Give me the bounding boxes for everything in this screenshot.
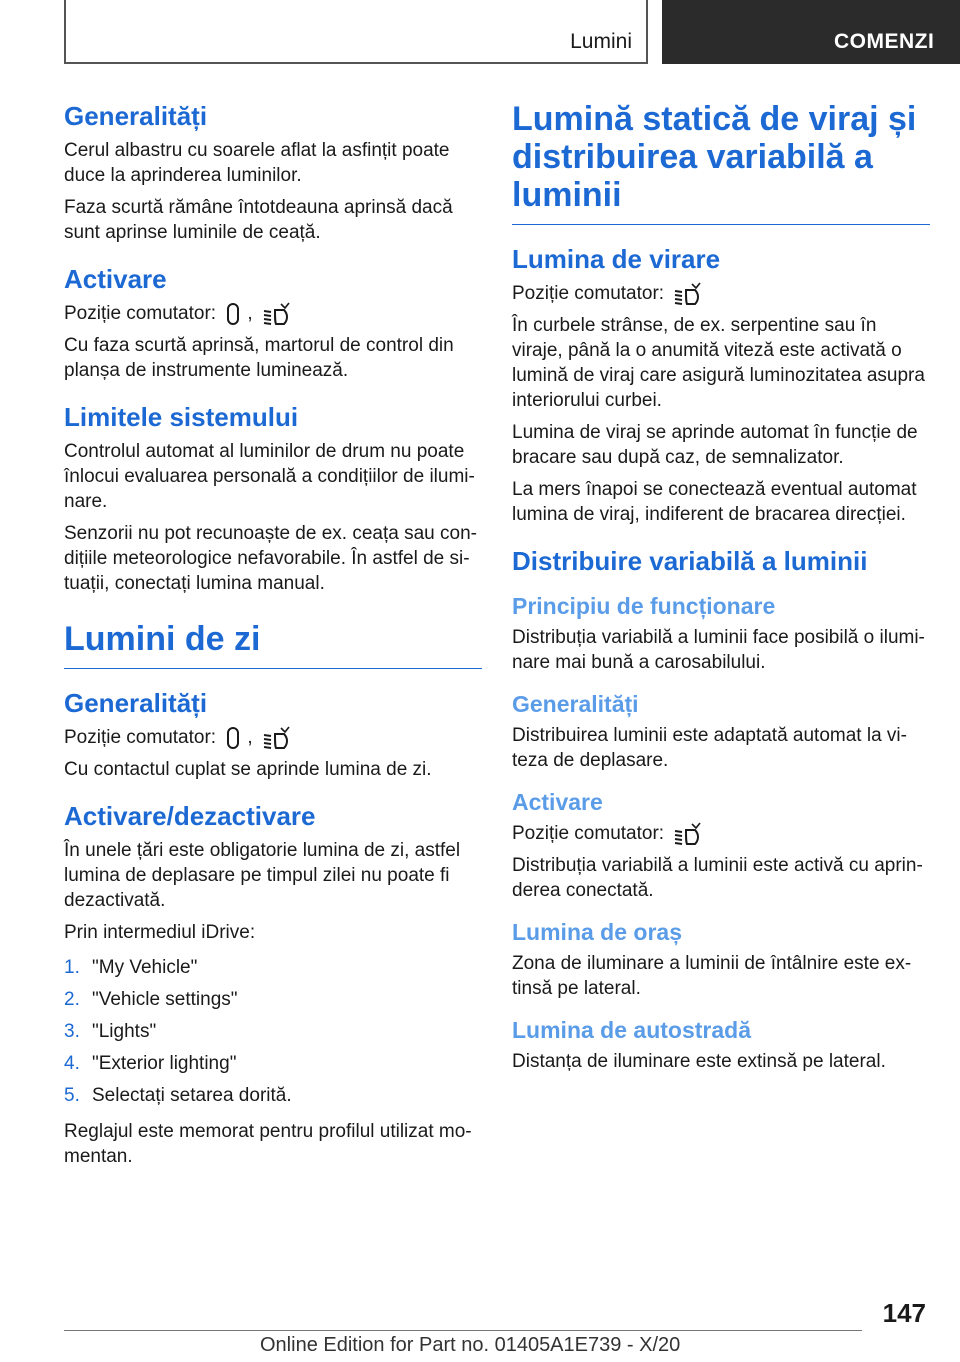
- paragraph: Lumina de viraj se aprinde automat în funcție de bracare sau după caz, de semnalizator.: [512, 422, 918, 468]
- subsection-title-activare: Activare: [512, 789, 603, 815]
- list-item: [64, 952, 482, 984]
- switch-position-label: Poziție comutator:: [64, 303, 217, 324]
- separator: ,: [247, 727, 253, 748]
- section-title-generalitati-2: Generalități: [64, 688, 208, 718]
- switch-position-label: Poziție comutator:: [512, 283, 665, 304]
- separator: ,: [247, 303, 253, 324]
- paragraph: Distribuirea luminii este adaptată automat la vi‐teza de deplasare.: [512, 725, 907, 771]
- header-section: [662, 0, 960, 64]
- low-beam-auto-icon: [673, 282, 701, 306]
- paragraph: Faza scurtă rămâne întotdeauna aprinsă dacă sunt aprinse luminile de ceață.: [64, 197, 453, 243]
- low-beam-auto-icon: [673, 822, 701, 846]
- paragraph: Reglajul este memorat pentru profilul utilizat mo‐mentan.: [64, 1121, 472, 1167]
- subsection-title-lumina-de-autostrada: Lumina de autostradă: [512, 1017, 751, 1043]
- page-number: 147: [882, 1298, 926, 1328]
- chapter-title-lumina-statica: Lumină statică de viraj și distribuirea variabilă a luminii: [512, 100, 930, 225]
- auto-light-symbol-icon: [225, 302, 243, 326]
- header-section-label: COMENZI: [834, 30, 935, 53]
- paragraph: Zona de iluminare a luminii de întâlnire este ex‐tinsă pe lateral.: [512, 953, 912, 999]
- header-tab-label: Lumini: [570, 30, 632, 53]
- section-title-generalitati: Generalități: [64, 101, 208, 131]
- step-number: 5.: [64, 1085, 80, 1106]
- right-column: [512, 100, 930, 1081]
- section-title-lumina-de-virare: Lumina de virare: [512, 244, 721, 274]
- section-title-limite: Limitele sistemului: [64, 402, 299, 432]
- step-text: "Lights": [92, 1021, 157, 1042]
- step-number: 2.: [64, 989, 80, 1010]
- paragraph: Distribuția variabilă a luminii face posibilă o ilumi‐nare mai bună a carosabilului.: [512, 627, 925, 673]
- paragraph: Distribuția variabilă a luminii este activă cu aprin‐derea conectată.: [512, 855, 923, 901]
- footer-divider: [64, 1330, 862, 1331]
- paragraph: În unele țări este obligatorie lumina de zi, astfel lumina de deplasare pe timpul zilei nu poate fi dezactivată.: [64, 840, 461, 911]
- switch-position-label: Poziție comutator:: [512, 823, 665, 844]
- low-beam-auto-icon: [262, 726, 290, 750]
- step-text: Selectați setarea dorită.: [92, 1085, 292, 1106]
- header-tab: [64, 0, 648, 64]
- paragraph: Prin intermediul iDrive:: [64, 922, 256, 943]
- step-number: 1.: [64, 957, 80, 978]
- paragraph: La mers înapoi se conectează eventual automat lumina de viraj, indiferent de bracarea direcției.: [512, 479, 917, 525]
- paragraph: Controlul automat al luminilor de drum nu poate înlocui evaluarea personală a condițiilor de ilumi‐nare.: [64, 441, 475, 512]
- paragraph: Distanța de iluminare este extinsă pe lateral.: [512, 1051, 886, 1072]
- section-title-activare-dezactivare: Activare/dezactivare: [64, 801, 316, 831]
- section-title-activare: Activare: [64, 264, 167, 294]
- auto-light-symbol-icon: [225, 726, 243, 750]
- step-text: "My Vehicle": [92, 957, 198, 978]
- paragraph: Cu faza scurtă aprinsă, martorul de control din planșa de instrumente luminează.: [64, 335, 454, 381]
- subsection-title-principiu: Principiu de funcționare: [512, 593, 776, 619]
- step-text: "Exterior lighting": [92, 1053, 237, 1074]
- step-text: "Vehicle settings": [92, 989, 238, 1010]
- list-item: [64, 1080, 482, 1112]
- list-item: [64, 1016, 482, 1048]
- paragraph: Senzorii nu pot recunoaște de ex. ceața sau con‐dițiile meteorologice nefavorabile. În astfel de si‐tuații, conectați lumina manual.: [64, 523, 477, 594]
- step-number: 3.: [64, 1021, 80, 1042]
- switch-position-line: [64, 725, 482, 750]
- switch-position-line: [512, 821, 930, 846]
- subsection-title-lumina-de-oras: Lumina de oraș: [512, 919, 682, 945]
- paragraph: Cu contactul cuplat se aprinde lumina de zi.: [64, 759, 432, 780]
- low-beam-auto-icon: [262, 302, 290, 326]
- idrive-steps-list: [64, 952, 482, 1112]
- list-item: [64, 984, 482, 1016]
- switch-position-label: Poziție comutator:: [64, 727, 217, 748]
- paragraph: Cerul albastru cu soarele aflat la asfințit poate duce la aprinderea luminilor.: [64, 140, 450, 186]
- left-column: [64, 100, 482, 1176]
- switch-position-line: [512, 281, 930, 306]
- footer-edition: Online Edition for Part no. 01405A1E739 - X/20: [260, 1334, 681, 1356]
- step-number: 4.: [64, 1053, 80, 1074]
- chapter-title-lumini-de-zi: Lumini de zi: [64, 620, 482, 669]
- switch-position-line: [64, 301, 482, 326]
- subsection-title-generalitati: Generalități: [512, 691, 639, 717]
- paragraph: În curbele strânse, de ex. serpentine sau în viraje, până la o anumită viteză este activată o lumină de viraj care asigură luminozitatea asupra interiorului curbei.: [512, 315, 925, 411]
- section-title-distribuire-variabila: Distribuire variabilă a luminii: [512, 546, 868, 576]
- list-item: [64, 1048, 482, 1080]
